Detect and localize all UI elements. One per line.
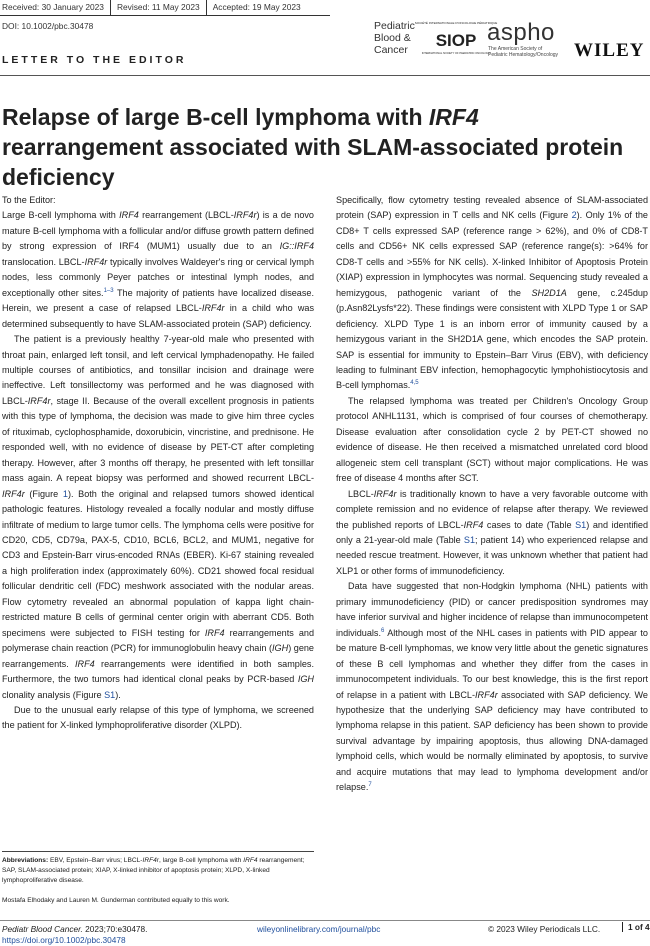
reference-link[interactable]: 7	[368, 782, 372, 789]
reference-link[interactable]: 1–3	[103, 287, 114, 294]
article-doi[interactable]: DOI: 10.1002/pbc.30478	[2, 21, 94, 31]
table-link[interactable]: S1	[575, 519, 587, 530]
received-date: Received: 30 January 2023	[0, 0, 111, 15]
salutation: To the Editor:	[2, 195, 56, 205]
aspho-logo: aspho	[487, 19, 555, 46]
contribution-footnote: Mostafa Elhodaky and Lauren M. Gunderman contributed equally to this work.	[2, 897, 230, 904]
citation: Pediatr Blood Cancer. 2023;70:e30478.	[2, 924, 148, 934]
article-title: Relapse of large B-cell lymphoma with IRF4 rearrangement associated with SLAM-associated protein deficiency	[2, 104, 624, 190]
body-column-right	[336, 193, 648, 796]
abbreviations-footnote: Abbreviations: EBV, Epstein–Barr virus; LBCL-IRF4r, large B-cell lymphoma with IRF4 rearrangement; SAP, SLAM-associated protein; XIAP, X-linked inhibitor of apoptosis protein; XLPD, X-linked lymphoproliferative disease.	[2, 857, 305, 884]
figure-link[interactable]: S1	[104, 689, 116, 700]
reference-link[interactable]: 6	[381, 627, 385, 634]
accepted-date: Accepted: 19 May 2023	[212, 2, 301, 12]
article-dates	[0, 0, 307, 15]
siop-logo-icon	[414, 20, 498, 60]
paragraph-flow: Specifically, flow cytometry testing revealed absence of SLAM-associated protein (SAP) expression in T cells and NK cells (Figure 2). Only 1% of the CD8+ T cells expressed SAP (reference range > 62%), and 0% of CD8-T cells and CD56+ NK cells expressed SAP (reference range(s): >64% for CD8-T cells and >55% for NK cells). X-linked Inhibitor of Apoptosis Protein (XIAP) expression in lymphocytes was normal. Sequencing study revealed a hemizygous, pathogenic variant of the SH2D1A gene, c.245dup (p.Asn82Lysfs*22). These findings were consistent with XLPD Type 1 or SAP deficiency. XLPD Type 1 is an inborn error of immunity caused by a hemizygous variant in the SH2D1A gene, which encodes the SAP protein. SAP is essential for immunity to Epstein–Barr Virus (EBV), with deficiency leading to fulminant EBV infection, hemophagocytic lymphohistiocytosis and B-cell lymphomas.$^{4,5}$	[336, 195, 648, 391]
footer-divider	[0, 920, 650, 921]
siop-bottom-text: INTERNATIONAL SOCIETY OF PAEDIATRIC ONCOLOGY	[421, 52, 491, 55]
wiley-logo: WILEY	[574, 40, 645, 61]
reference-link[interactable]: 4,5	[410, 380, 419, 387]
header-divider	[0, 15, 330, 16]
aspho-tagline: The American Society of Pediatric Hematology/Oncology	[488, 46, 559, 58]
doi-link[interactable]: https://doi.org/10.1002/pbc.30478	[2, 935, 126, 945]
paragraph-intro: Large B-cell lymphoma with IRF4 rearrangement (LBCL-IRF4r) is a de novo mature B-cell lymphoma with a follicular and/or diffuse growth pattern defined by strong expression of IRF4 (MUM1) usually due to an IG::IRF4 translocation. LBCL-IRF4r typically involves Waldeyer's ring or cervical lymph nodes, less commonly Peyer patches or intestinal lymph nodes, and exceptionally other sites.$^{1-3}$ The majority of patients have localized disease. Herein, we present a case of relapsed LBCL-IRF4r in a child who was determined subsequently to have SLAM-associated protein (SAP) deficiency.	[2, 210, 314, 329]
figure-link[interactable]: 1	[62, 488, 68, 499]
siop-top-text: SOCIÉTÉ INTERNATIONALE D'ONCOLOGIE PÉDIATRIQUE	[414, 21, 498, 25]
siop-mark-text: SIOP	[435, 31, 477, 50]
page-number: 1 of 4	[622, 922, 650, 932]
journal-logo-line: Cancer	[374, 44, 408, 56]
section-label: LETTER TO THE EDITOR	[2, 54, 187, 66]
paragraph-review: LBCL-IRF4r is traditionally known to have a very favorable outcome with complete remission and no evidence of relapse after therapy. We reviewed the published reports of LBCL-IRF4 cases to date (Table S1) and identified only a 21-year-old male (Table S1; patient 14) who experienced relapse and needed rescue treatment. However, it was unknown whether that patient had XLP1 or other forms of immunodeficiency.	[336, 488, 649, 576]
journal-logo-line: Blood &	[374, 32, 411, 44]
section-divider	[0, 75, 650, 76]
figure-link[interactable]: 2	[571, 210, 577, 221]
paragraph-screening: Due to the unusual early relapse of this type of lymphoma, we screened the patient for X-linked lymphoproliferative disorder (XLPD).	[2, 704, 314, 731]
journal-link[interactable]: wileyonlinelibrary.com/journal/pbc	[257, 924, 381, 934]
table-link[interactable]: S1	[463, 534, 475, 545]
journal-logo	[374, 20, 415, 56]
copyright: © 2023 Wiley Periodicals LLC.	[488, 924, 601, 934]
footnote-divider	[2, 851, 314, 852]
journal-logo-line: Pediatric	[374, 20, 415, 32]
paragraph-case: The patient is a previously healthy 7-year-old male who presented with throat pain, enlarged left tonsil, and left cervical lymphadenopathy. He failed multiple courses of antibiotics, and tonsillar incision and drainage were ineffective. Left tonsillectomy was performed and he was diagnosed with LBCL-IRF4r, stage II. Because of the overall excellent prognosis in patients with this type of lymphoma, the decision was made to give him three cycles of rituximab, cyclophosphamide, doxorubicin, vincristine, and prednisone. He responded well, with no evidence of disease by PET-CT after completing therapy. However, after 3 months off therapy, he presented with left tonsillar mass again. A repeat biopsy was performed and showed recurrent LBCL-IRF4r (Figure 1). Both the original and relapsed tumors showed identical pathologic features. Histology revealed a focally nodular and mostly diffuse infiltrate of medium to large tumor cells. The lymphoma cells were positive for CD20, CD5, CD79a, PAX-5, CD10, BCL6, BCL2, and MUM1, negative for CD3 and Epstein-Barr virus-encoded RNAs (EBER). Ki-67 staining revealed a high proliferation index (approximately 60%). CD21 showed focal residual follicular dendritic cell (FDC) meshwork associated with the nodular areas. Flow cytometry revealed an abnormal population of kappa light chain-restricted mature B cells of germinal center origin with aberrant CD5. Both specimens were subjected to FISH testing for IRF4 rearrangements and polymerase chain reaction (PCR) for immunoglobulin heavy chain (IGH) gene rearrangements. IRF4 rearrangements were identified in both samples. Furthermore, the two tumors had identical clonal peaks by PCR-based IGH clonality analysis (Figure S1).	[2, 334, 315, 700]
body-column-left	[2, 193, 314, 734]
revised-date: Revised: 11 May 2023	[111, 0, 207, 15]
paragraph-treatment: The relapsed lymphoma was treated per Children's Oncology Group protocol ANHL1131, which is comprised of four courses of chemotherapy. Disease evaluation after consolidation cycle 2 by PET-CT showed no evidence of disease. He then received a mismatched unrelated cord blood allogeneic stem cell transplant (SCT) without major complications. He was free of disease 4 months after SCT.	[336, 395, 648, 484]
paragraph-discussion: Data have suggested that non-Hodgkin lymphoma (NHL) patients with primary immunodeficiency (PID) or cancer predisposition syndromes may have inferior survival and higher incidence of relapse than immunocompetent individuals.$^6$ Although most of the NHL cases in patients with PID appear to be mature B-cell lymphomas, we know very little about the genetic signatures of these B cell lymphomas and whether they differ from the cases in immunocompetent individuals. To our best knowledge, this is the first report of relapse in a patient with LBCL-IRF4r associated with SAP deficiency. We hypothesize that the underlying SAP deficiency may have contributed to lymphoma relapse in this patient. SAP deficiency has been shown to provide survival advantage by impairing apoptosis, thus allowing DNA-damaged lymphoid cells, which would be normally eliminated by apoptosis, to survive and acquire mutations that may lead to lymphoma development and/or relapse.$^7$	[336, 581, 648, 793]
